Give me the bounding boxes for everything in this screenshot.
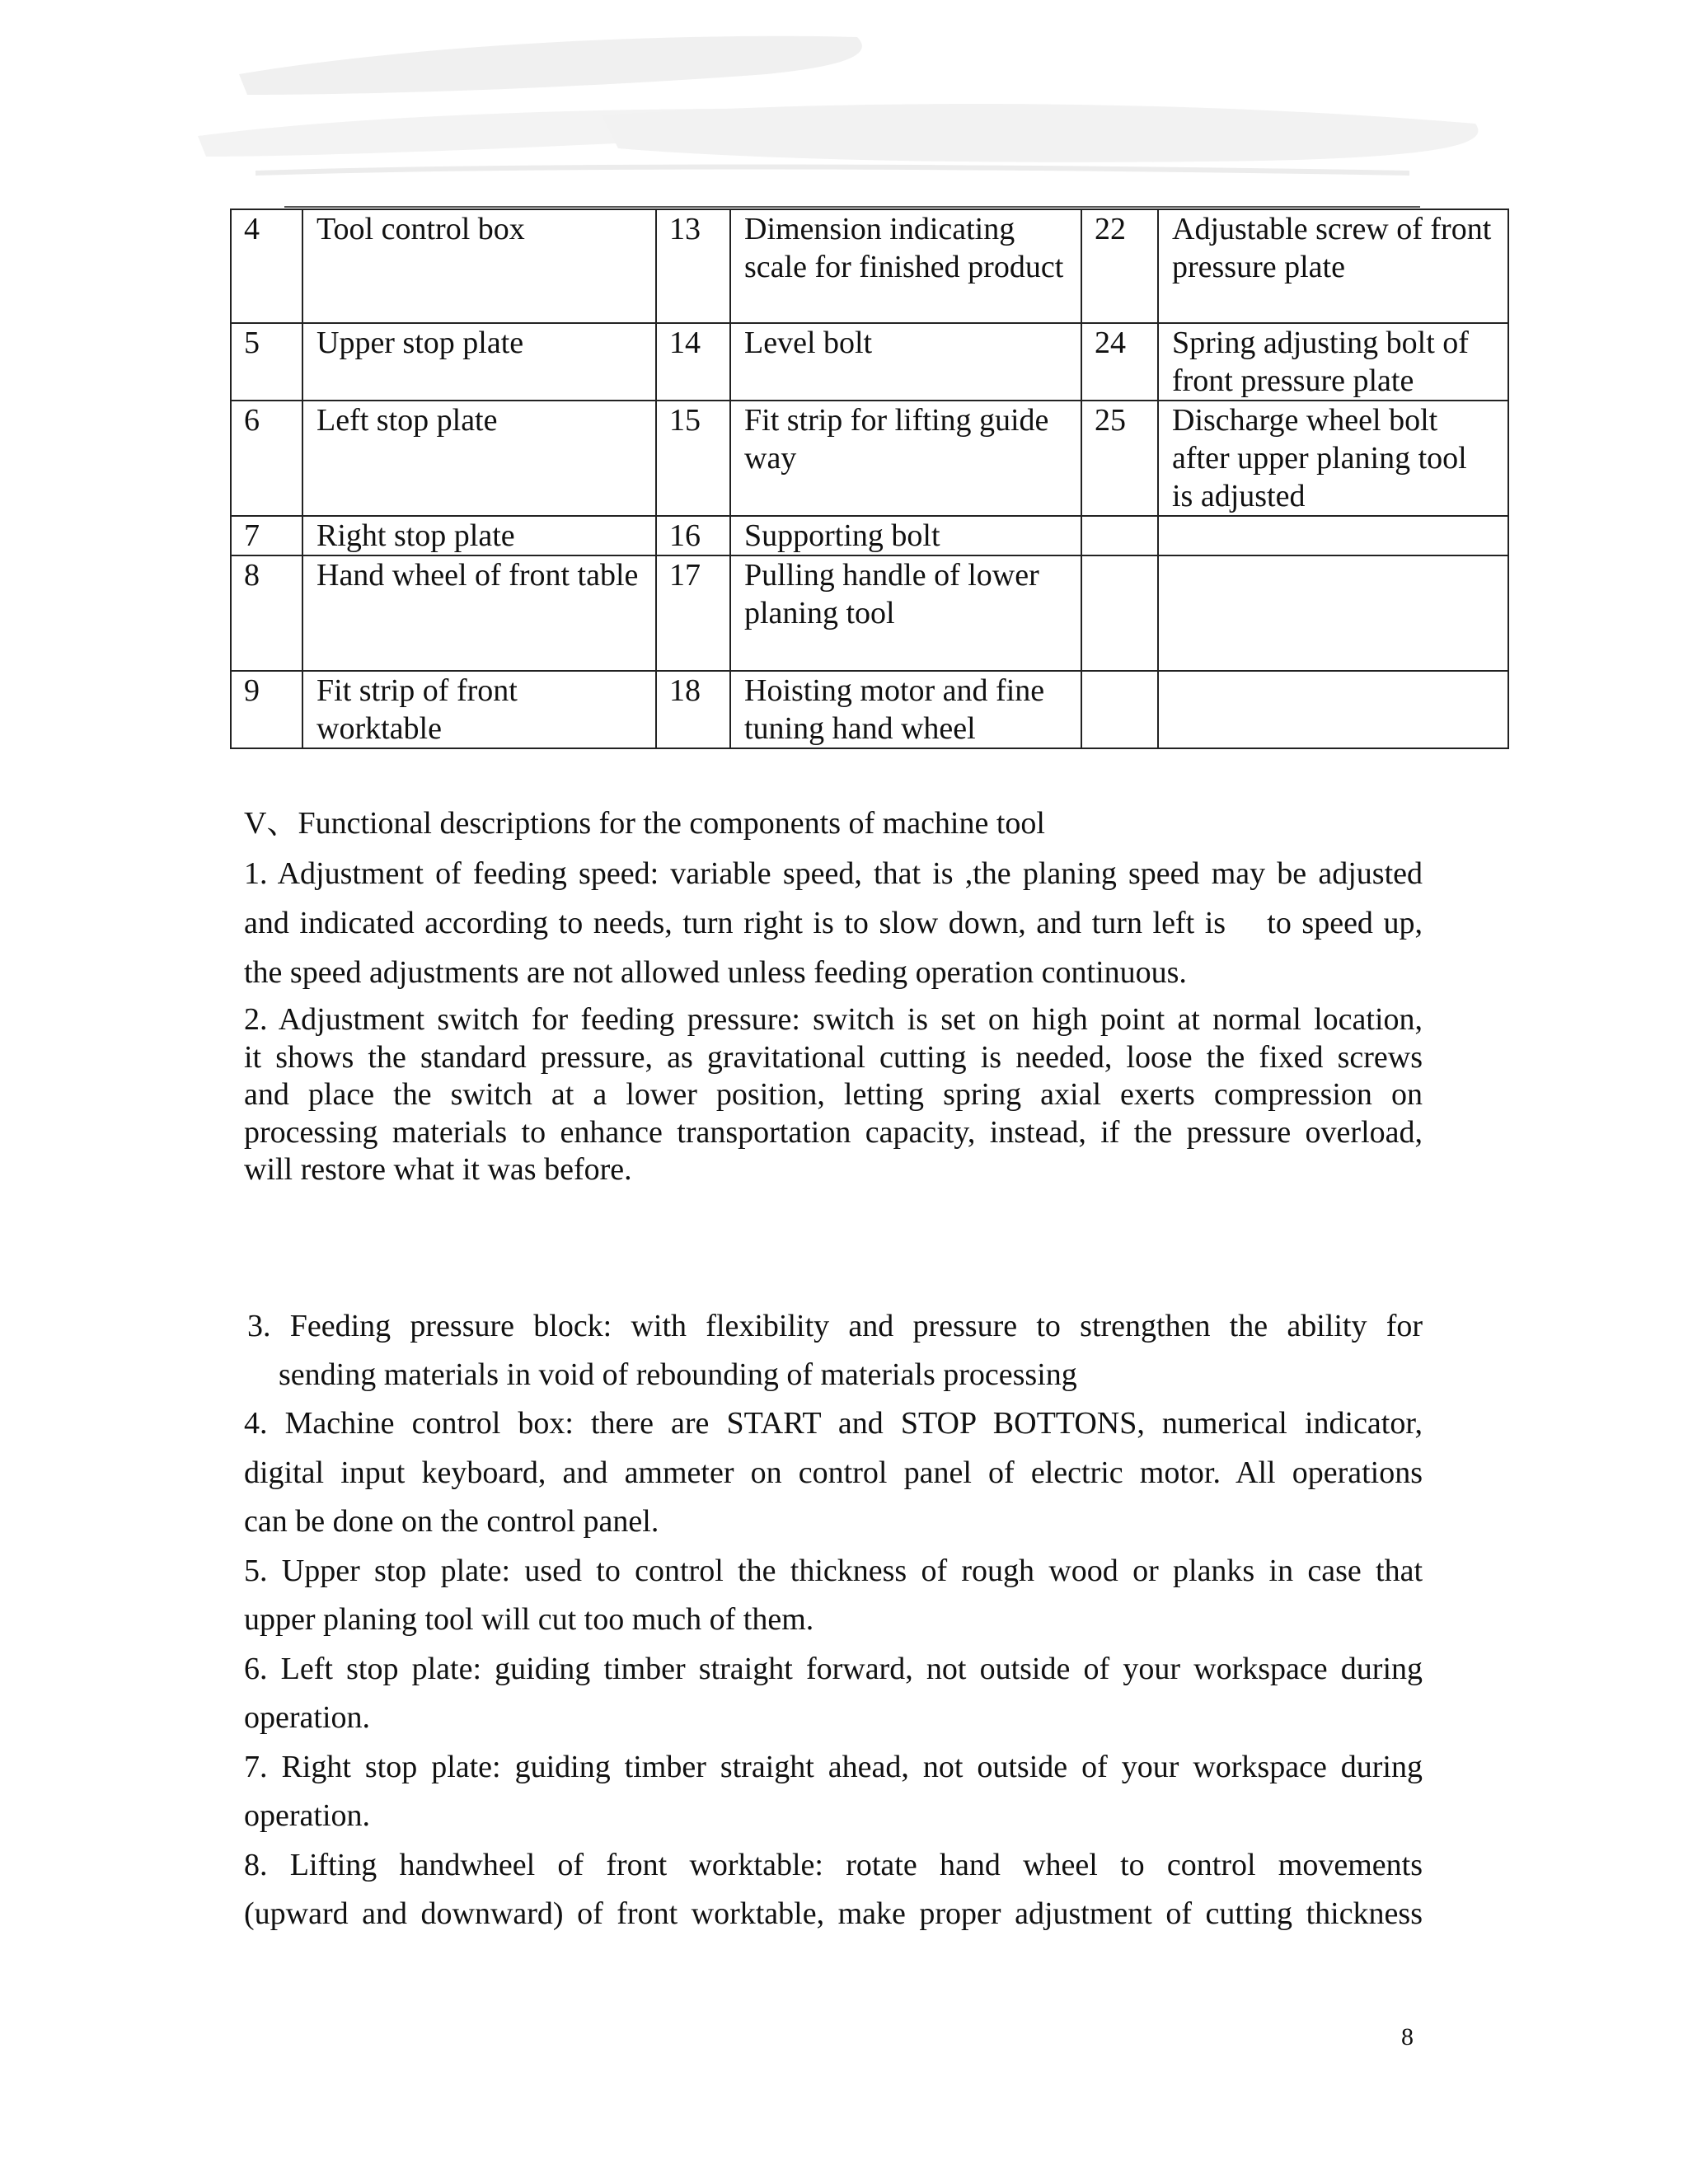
part-number: 9 [231,671,302,748]
table-row [231,516,1508,555]
part-number: 14 [656,323,730,401]
part-number: 8 [231,555,302,671]
part-number: 4 [231,209,302,323]
paragraph-line: 7. Right stop plate: guiding timber straight ahead, not outside of your workspace during [244,1749,1423,1784]
paragraph-line: and place the switch at a lower position, letting spring axial exerts compression on [244,1077,1423,1112]
part-name: Supporting bolt [730,516,1081,555]
part-name: Hoisting motor and fine tuning hand wheel [730,671,1081,748]
part-name: Spring adjusting bolt of front pressure plate [1158,323,1508,401]
part-number: 5 [231,323,302,401]
paragraph-line: digital input keyboard, and ammeter on control panel of electric motor. All operations [244,1455,1423,1490]
paragraph-line: (upward and downward) of front worktable, make proper adjustment of cutting thickness [244,1896,1423,1931]
part-name: Right stop plate [302,516,656,555]
paragraph-line: it shows the standard pressure, as gravitational cutting is needed, loose the fixed screws [244,1039,1423,1075]
parts-table [230,209,1509,749]
paragraph-line: 8. Lifting handwheel of front worktable: rotate hand wheel to control movements [244,1847,1423,1882]
part-number [1081,555,1158,671]
table-row [231,555,1508,671]
part-name: Dimension indicating scale for finished product [730,209,1081,323]
paragraph-line: 1. Adjustment of feeding speed: variable speed, that is ,the planing speed may be adjusted [244,856,1423,891]
paragraph-line: 6. Left stop plate: guiding timber straight forward, not outside of your workspace during [244,1651,1423,1686]
paragraph-line: can be done on the control panel. [244,1504,659,1539]
paragraph-line: 3. Feeding pressure block: with flexibility and pressure to strengthen the ability for [247,1309,1423,1343]
part-number: 16 [656,516,730,555]
paragraph-feeding-pressure [244,1001,1423,1189]
part-number: 18 [656,671,730,748]
part-number: 22 [1081,209,1158,323]
part-name [1158,516,1508,555]
part-name [1158,555,1508,671]
part-name: Adjustable screw of front pressure plate [1158,209,1508,323]
table-row [231,401,1508,516]
part-name [1158,671,1508,748]
part-number: 24 [1081,323,1158,401]
part-name: Pulling handle of lower planing tool [730,555,1081,671]
part-name: Level bolt [730,323,1081,401]
part-name: Fit strip of front worktable [302,671,656,748]
part-number: 17 [656,555,730,671]
part-name: Hand wheel of front table [302,555,656,671]
paragraph-line: 4. Machine control box: there are START and STOP BOTTONS, numerical indicator, [244,1406,1423,1441]
table-row [231,323,1508,401]
paragraph-line: 2. Adjustment switch for feeding pressure: switch is set on high point at normal location, [244,1002,1423,1037]
table-row [231,209,1508,323]
header-rule [284,206,1420,208]
part-number: 7 [231,516,302,555]
part-name: Tool control box [302,209,656,323]
scan-smudge-decoration [190,16,1492,190]
paragraph-pressure-block [244,1302,1423,1399]
paragraph-control-box [244,1399,1423,1939]
part-name: Left stop plate [302,401,656,516]
paragraph-line: the speed adjustments are not allowed unless feeding operation continuous. [244,955,1187,990]
part-number [1081,516,1158,555]
part-number: 13 [656,209,730,323]
paragraph-line: processing materials to enhance transportation capacity, instead, if the pressure overload, [244,1114,1423,1150]
paragraph-line: 5. Upper stop plate: used to control the thickness of rough wood or planks in case that [244,1553,1423,1588]
section-heading: V、Functional descriptions for the components of machine tool [244,806,1045,841]
part-number: 6 [231,401,302,516]
paragraph-line: will restore what it was before. [244,1152,632,1187]
part-name: Discharge wheel bolt after upper planing tool is adjusted [1158,401,1508,516]
paragraph-line: operation. [244,1700,371,1735]
table-row [231,671,1508,748]
paragraph-line: upper planing tool will cut too much of them. [244,1602,814,1637]
part-number: 15 [656,401,730,516]
paragraph-line: operation. [244,1798,371,1833]
part-name: Fit strip for lifting guide way [730,401,1081,516]
paragraph-feeding-speed [244,849,1423,997]
part-name: Upper stop plate [302,323,656,401]
paragraph-line: sending materials in void of rebounding of materials processing [279,1357,1077,1392]
page-number: 8 [1401,2023,1414,2050]
part-number [1081,671,1158,748]
paragraph-line: and indicated according to needs, turn right is to slow down, and turn left is to speed up, [244,906,1423,940]
part-number: 25 [1081,401,1158,516]
